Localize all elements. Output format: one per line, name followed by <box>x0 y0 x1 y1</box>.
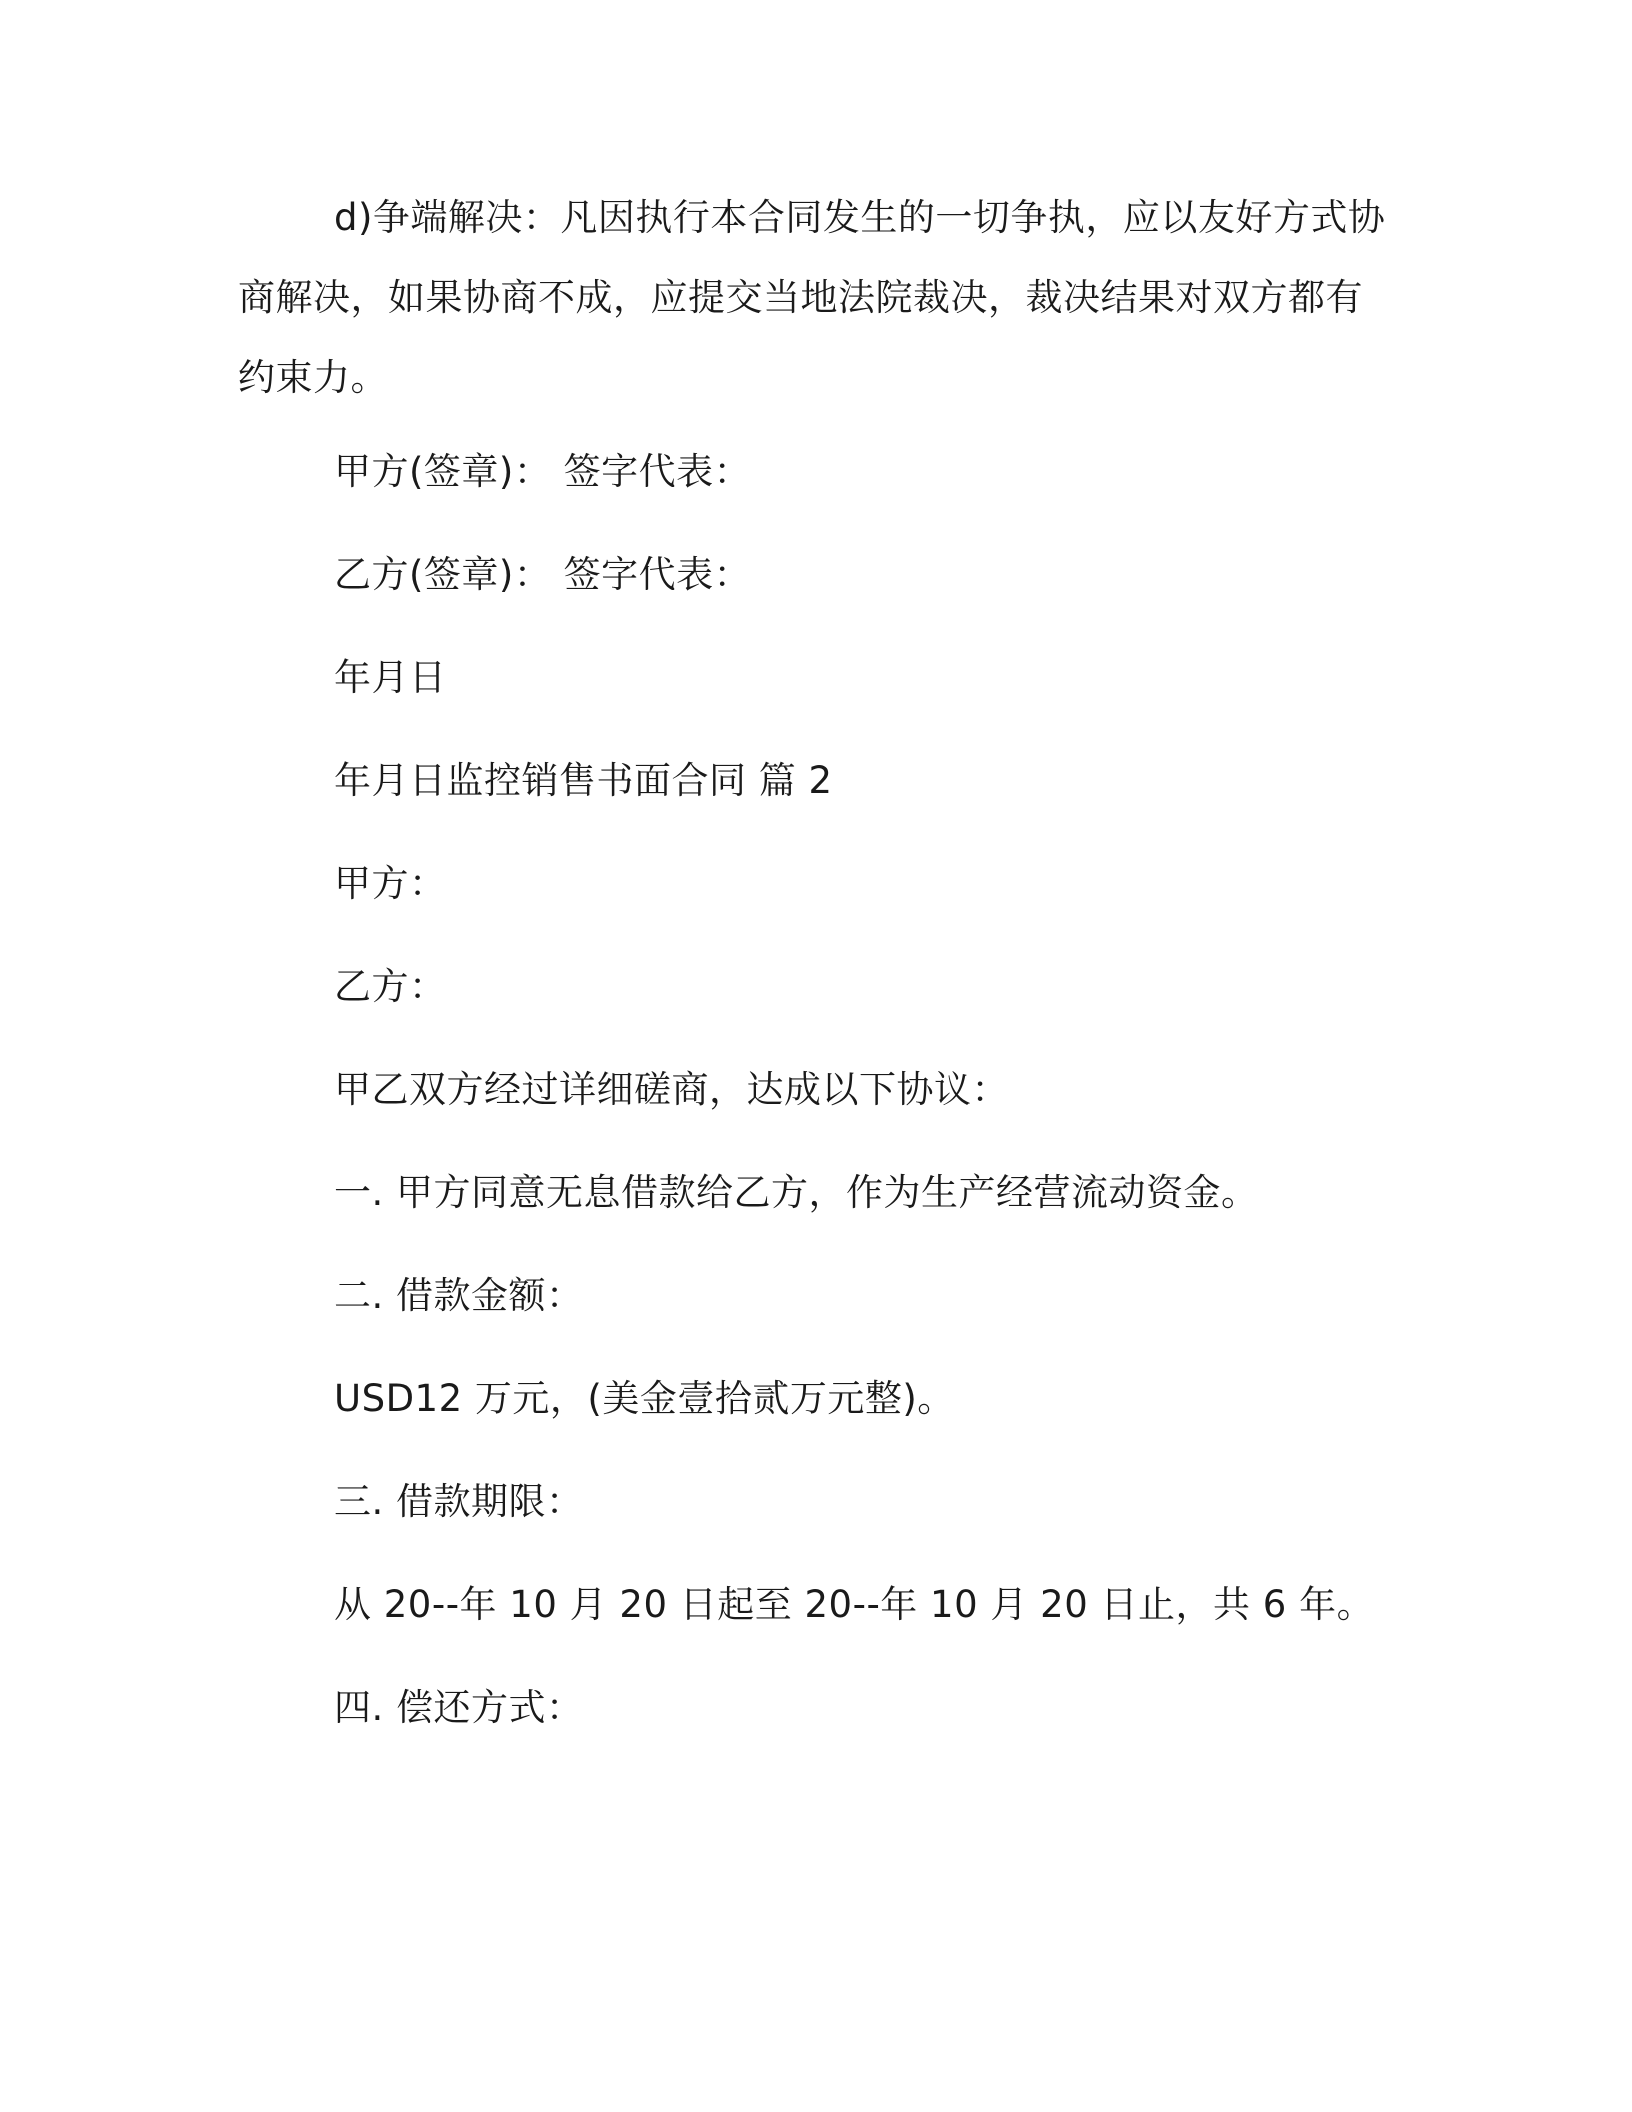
clause-1: 一. 甲方同意无息借款给乙方，作为生产经营流动资金。 <box>334 1171 1259 1214</box>
clause-4-heading: 四. 偿还方式： <box>334 1686 584 1729</box>
agreement-intro: 甲乙双方经过详细磋商，达成以下协议： <box>334 1068 1009 1111</box>
party-b-line: 乙方： <box>334 965 447 1008</box>
dispute-resolution-paragraph: d)争端解决：凡因执行本合同发生的一切争执，应以友好方式协商解决，如果协商不成，应提交当地法院裁决，裁决结果对双方都有约束力。 <box>238 196 1386 399</box>
contract-section-title: 年月日监控销售书面合同 篇 2 <box>334 759 833 802</box>
party-a-line: 甲方： <box>334 862 447 905</box>
date-line: 年月日 <box>334 656 447 699</box>
clause-3-heading: 三. 借款期限： <box>334 1480 584 1523</box>
party-a-signature-line: 甲方(签章)： 签字代表： <box>334 450 752 493</box>
loan-amount: USD12 万元，(美金壹拾贰万元整)。 <box>334 1377 955 1420</box>
party-b-signature-line: 乙方(签章)： 签字代表： <box>334 553 752 596</box>
clause-2-heading: 二. 借款金额： <box>334 1274 584 1317</box>
loan-term: 从 20--年 10 月 20 日起至 20--年 10 月 20 日止，共 6 年。 <box>334 1583 1375 1626</box>
